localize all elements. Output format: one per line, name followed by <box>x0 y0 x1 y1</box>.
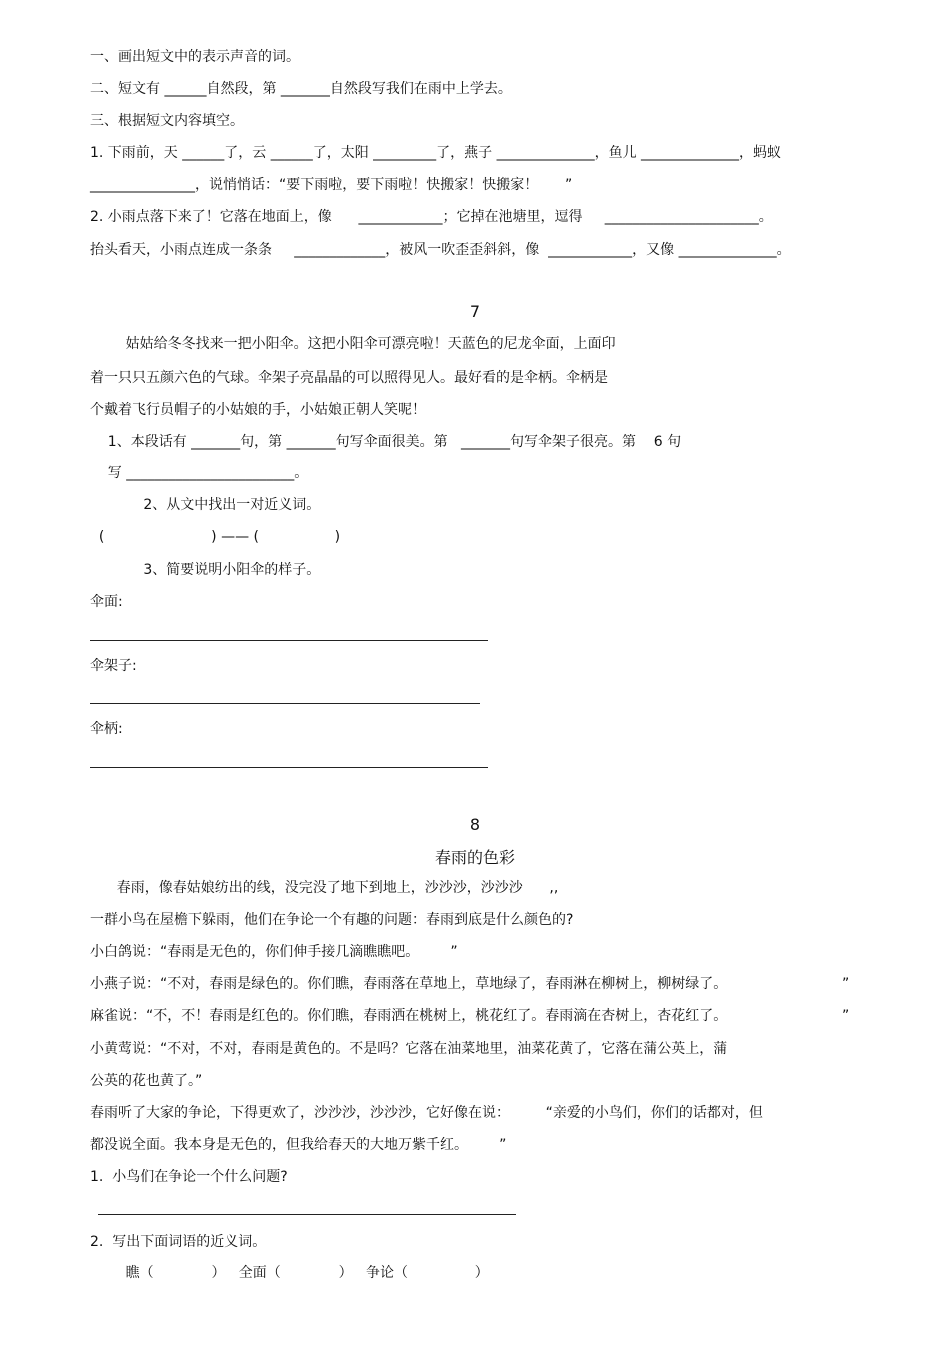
label-umbrella-handle: 伞柄: <box>90 721 123 737</box>
answer-line-8-1 <box>98 1214 516 1215</box>
section-8-title: 春雨的色彩 <box>434 848 515 867</box>
question-three: 三、根据短文内容填空。 <box>90 113 244 129</box>
section-7-number: 7 <box>469 302 481 321</box>
passage-8-line-5: 麻雀说：“不，不！春雨是红色的。你们瞧，春雨洒在桃树上，桃花红了。春雨滴在杏树上，杏花红了。 <box>90 1008 728 1024</box>
passage-8-line-1: 春雨，像春姑娘纺出的线，没完没了地下到地上，沙沙沙，沙沙沙 ,, <box>90 880 559 896</box>
question-7-1a: 1、本段话有 _______句，第 _______句写伞面很美。第 _______句写伞架子很亮。第 6 句 <box>90 434 682 450</box>
fill-blank-1a: 1. 下雨前，天 ______了，云 ______了，太阳 _________了，燕子 ______________，鱼儿 ______________，蚂蚁 <box>90 145 782 161</box>
passage-8-line-7a: 春雨听了大家的争论，下得更欢了，沙沙沙，沙沙沙，它好像在说： “亲爱的小鸟们，你们的话都对，但 <box>90 1105 763 1121</box>
fill-blank-2b: 抬头看天，小雨点连成一条条 _____________，被风一吹歪歪斜斜，像 ____________，又像 ______________。 <box>90 242 791 258</box>
passage-7-line-1: 姑姑给冬冬找来一把小阳伞。这把小阳伞可漂亮啦！天蓝色的尼龙伞面，上面印 <box>90 336 616 352</box>
passage-8-line-4-quote: ” <box>842 976 850 992</box>
question-8-2: 2. 写出下面词语的近义词。 <box>90 1234 267 1250</box>
question-7-3: 3、简要说明小阳伞的样子。 <box>90 562 321 578</box>
question-8-1: 1. 小鸟们在争论一个什么问题? <box>90 1169 288 1185</box>
passage-7-line-3: 个戴着飞行员帽子的小姑娘的手，小姑娘正朝人笑呢！ <box>90 402 426 418</box>
section-8-number: 8 <box>469 815 481 834</box>
fill-blank-1b: _______________，说悄悄话：“要下雨啦，要下雨啦！快搬家！快搬家！ ” <box>90 177 573 193</box>
passage-8-line-7b: 都没说全面。我本身是无色的，但我给春天的大地万紫千红。 ” <box>90 1137 507 1153</box>
label-umbrella-cover: 伞面: <box>90 594 123 610</box>
answer-line-cover <box>90 640 488 641</box>
passage-7-line-2: 着一只只五颜六色的气球。伞架子亮晶晶的可以照得见人。最好看的是伞柄。伞柄是 <box>90 370 608 386</box>
answer-line-frame <box>90 703 480 704</box>
synonym-pair: ( ) —— ( ) <box>90 529 341 545</box>
question-one: 一、画出短文中的表示声音的词。 <box>90 49 300 65</box>
question-7-1b: 写 ________________________。 <box>90 465 309 481</box>
fill-blank-2a: 2. 小雨点落下来了！它落在地面上，像 ____________；它掉在池塘里，逗得 ______________________。 <box>90 209 773 225</box>
passage-8-line-3: 小白鸽说：“春雨是无色的，你们伸手接几滴瞧瞧吧。 ” <box>90 944 458 960</box>
label-umbrella-frame: 伞架子: <box>90 658 137 674</box>
question-7-2: 2、从文中找出一对近义词。 <box>90 497 321 513</box>
question-two: 二、短文有 ______自然段，第 _______自然段写我们在雨中上学去。 <box>90 81 512 97</box>
passage-8-line-6a: 小黄莺说：“不对，不对，春雨是黄色的。不是吗？它落在油菜地里，油菜花黄了，它落在蒲公英上，蒲 <box>90 1041 728 1057</box>
passage-8-line-2: 一群小鸟在屋檐下躲雨，他们在争论一个有趣的问题：春雨到底是什么颜色的? <box>90 912 574 928</box>
passage-8-line-4: 小燕子说：“不对，春雨是绿色的。你们瞧，春雨落在草地上，草地绿了，春雨淋在柳树上，柳树绿了。 <box>90 976 728 992</box>
passage-8-line-5-quote: ” <box>842 1008 850 1024</box>
answer-line-handle <box>90 767 488 768</box>
synonym-words: 瞧（ ） 全面（ ） 争论（ ） <box>90 1265 489 1281</box>
passage-8-line-6b: 公英的花也黄了。” <box>90 1073 203 1089</box>
